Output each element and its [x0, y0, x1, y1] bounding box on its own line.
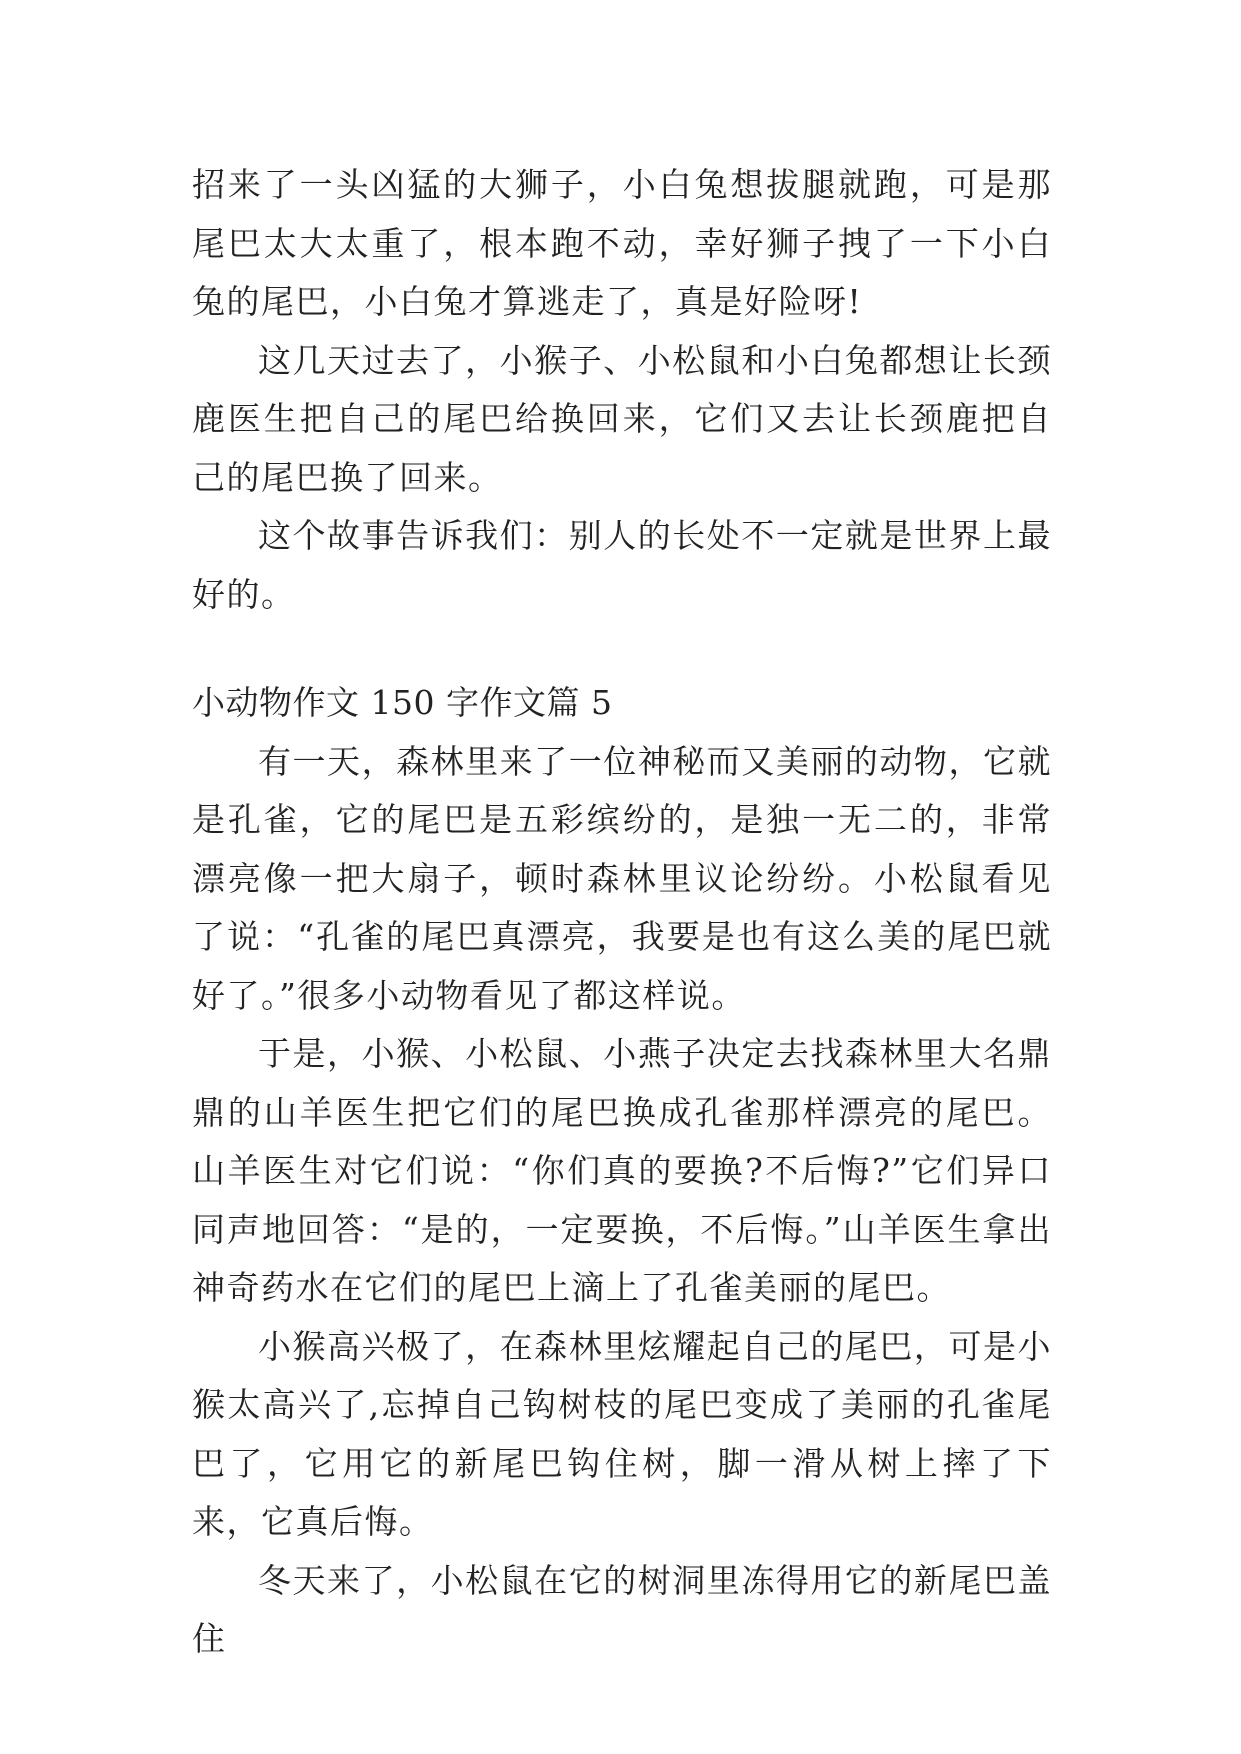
- document-body: [192, 156, 1052, 1669]
- paragraph: 这几天过去了，小猴子、小松鼠和小白兔都想让长颈鹿医生把自己的尾巴给换回来，它们又去让长颈鹿把自己的尾巴换了回来。: [192, 340, 1052, 497]
- paragraph: 小猴高兴极了，在森林里炫耀起自己的尾巴，可是小猴太高兴了,忘掉自己钩树枝的尾巴变成了美丽的孔雀尾巴了，它用它的新尾巴钩住树，脚一滑从树上摔了下来，它真后悔。: [192, 1326, 1052, 1541]
- paragraph-moral: 这个故事告诉我们：别人的长处不一定就是世界上最好的。: [192, 516, 1052, 614]
- section-heading: 小动物作文 150 字作文篇 5: [192, 683, 613, 722]
- paragraph: 有一天，森林里来了一位神秘而又美丽的动物，它就是孔雀，它的尾巴是五彩缤纷的，是独一无二的，非常漂亮像一把大扇子，顿时森林里议论纷纷。小松鼠看见了说：“孔雀的尾巴真漂亮，我要是也有这么美的尾巴就好了。”很多小动物看见了都这样说。: [192, 741, 1052, 1015]
- paragraph: 冬天来了，小松鼠在它的树洞里冻得用它的新尾巴盖住: [192, 1560, 1052, 1658]
- paragraph: 于是，小猴、小松鼠、小燕子决定去找森林里大名鼎鼎的山羊医生把它们的尾巴换成孔雀那样漂亮的尾巴。山羊医生对它们说：“你们真的要换?不后悔?”它们异口同声地回答：“是的，一定要换，不后悔。”山羊医生拿出神奇药水在它们的尾巴上滴上了孔雀美丽的尾巴。: [192, 1034, 1052, 1307]
- paragraph-continued: 招来了一头凶猛的大狮子，小白兔想拔腿就跑，可是那尾巴太大太重了，根本跑不动，幸好狮子拽了一下小白兔的尾巴，小白兔才算逃走了，真是好险呀!: [192, 165, 1052, 321]
